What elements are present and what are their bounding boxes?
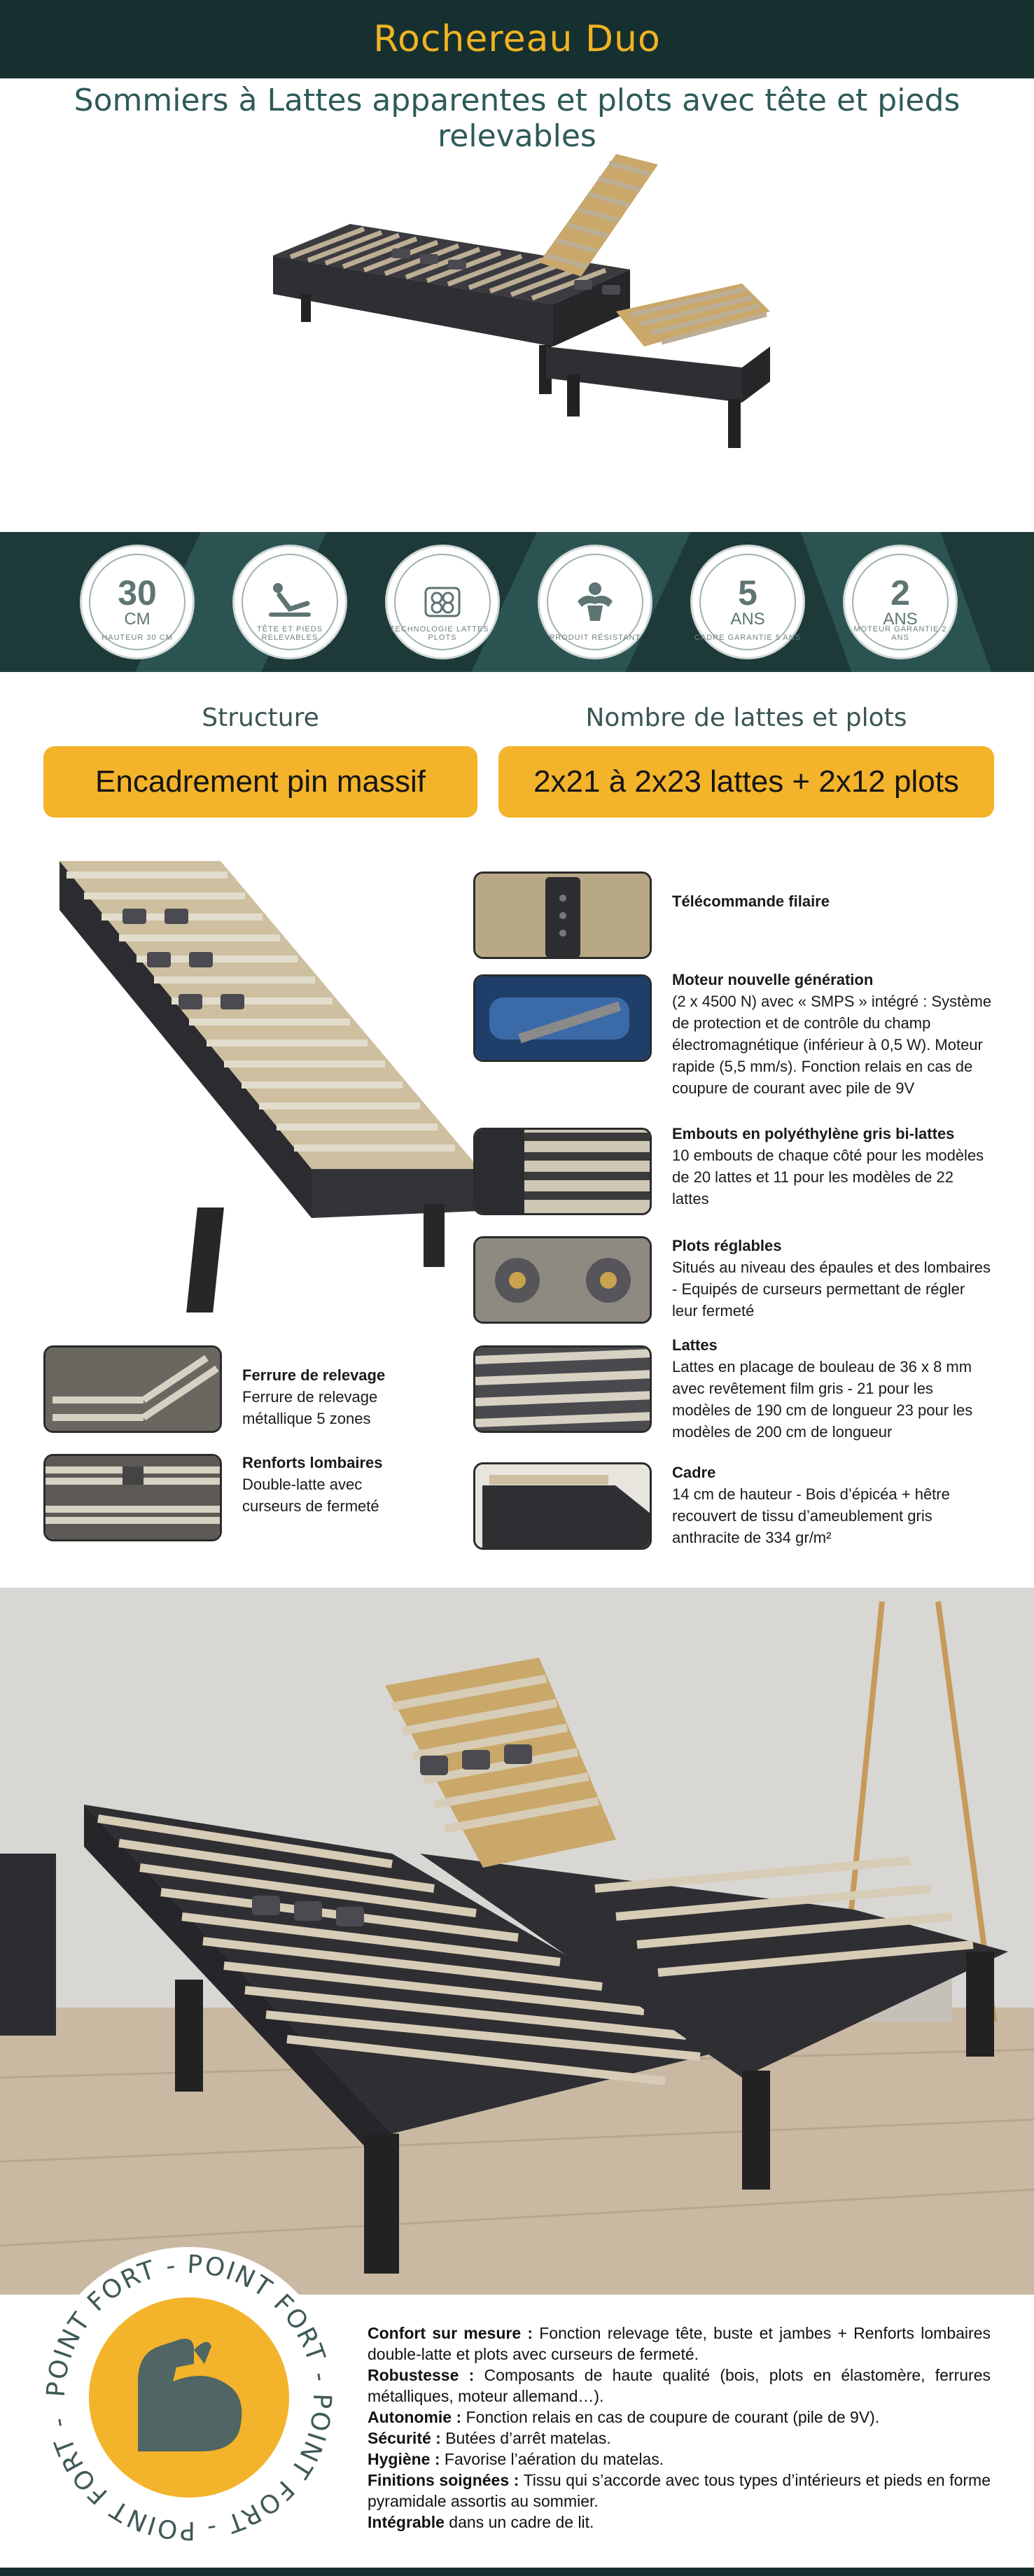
feature-slats-text: Lattes Lattes en placage de bouleau de 36 x 8 mm avec revêtement film gris - 21 pour les modèles de 190 cm de longueur 23 pour les modèles de 200 cm de longueur	[672, 1336, 973, 1441]
single-base-image	[46, 854, 480, 1316]
spec-structure-value: Encadrement pin massif	[43, 746, 477, 818]
point-fort-item: Hygiène : Favorise l’aération du matelas.	[368, 2450, 664, 2468]
spec-slats-label: Nombre de lattes et plots	[585, 704, 907, 732]
point-fort-badge	[39, 2247, 340, 2548]
feature-remote-text: Télécommande filaire	[672, 892, 830, 910]
page-subtitle: Sommiers à Lattes apparentes et plots avec tête et pieds relevables	[74, 83, 960, 154]
badge-resistant-product: PRODUIT RÉSISTANT	[538, 545, 652, 659]
feature-lumbar-text: Renforts lombaires Double-latte avec curseurs de fermeté	[242, 1454, 383, 1515]
spec-structure-label: Structure	[202, 704, 319, 732]
feature-slats-image	[473, 1345, 652, 1433]
feature-end-caps-text: Embouts en polyéthylène gris bi-lattes 10 embouts de chaque côté pour les modèles de 20 lattes et 11 pour les modèles de 22 lattes	[672, 1125, 984, 1208]
feature-lift-hinge-image	[43, 1345, 222, 1433]
feature-frame-image	[473, 1462, 652, 1550]
badge-band	[0, 532, 1034, 672]
feature-frame-text: Cadre 14 cm de hauteur - Bois d’épicéa + hêtre recouvert de tissu d’ameublement gris anthracite de 334 gr/m²	[672, 1464, 950, 1546]
point-fort-ring-text: POINT FORT - POINT FORT - POINT FORT - POINT FORT -	[41, 2250, 337, 2545]
point-fort-item: Robustesse : Composants de haute qualité (bois, plots en élastomère, ferrures métalliques, moteur allemand…).	[368, 2366, 991, 2405]
feature-lumbar-image	[43, 1454, 222, 1541]
feature-motor-text: Moteur nouvelle génération (2 x 4500 N) avec « SMPS » intégré : Système de protection et de contrôle du champ électromagnétique (inférieur à 0,5 W). Moteur rapide (5,5 mm/s). Fonction relais en cas de coupure de courant avec pile de 9V	[672, 971, 992, 1097]
badge-motor-warranty-2-years: 2 ANS MOTEUR GARANTIE 2 ANS	[843, 545, 958, 659]
badge-height-30cm: 30 CM HAUTEUR 30 CM	[80, 545, 195, 659]
feature-pads-image	[473, 1236, 652, 1324]
feature-end-caps-image	[473, 1128, 652, 1215]
room-scene-image	[0, 1588, 1034, 2295]
feature-remote-image	[473, 872, 652, 959]
feature-pads-text: Plots réglables Situés au niveau des épaules et des lombaires - Equipés de curseurs permettant de régler leur fermeté	[672, 1237, 991, 1320]
badge-frame-warranty-5-years: 5 ANS CADRE GARANTIE 5 ANS	[690, 545, 805, 659]
title-bar	[0, 0, 1034, 78]
point-fort-item: Sécurité : Butées d’arrêt matelas.	[368, 2429, 611, 2447]
point-fort-list	[368, 2323, 991, 2533]
page-title: Rochereau Duo	[373, 18, 661, 60]
point-fort-item: Autonomie : Fonction relais en cas de coupure de courant (pile de 9V).	[368, 2408, 880, 2426]
flexed-arm-icon	[89, 2297, 289, 2498]
bottom-rule	[0, 2568, 1034, 2576]
spec-slats-value: 2x21 à 2x23 lattes + 2x12 plots	[498, 746, 994, 818]
hero-product-image	[252, 136, 784, 514]
badge-slat-pad-technology: TECHNOLOGIE LATTES - PLOTS	[385, 545, 500, 659]
point-fort-item: Confort sur mesure : Fonction relevage tête, buste et jambes + Renforts lombaires double-latte et plots avec curseurs de fermeté.	[368, 2324, 991, 2363]
feature-motor-image	[473, 974, 652, 1062]
feature-lift-hinge-text: Ferrure de relevage Ferrure de relevage métallique 5 zones	[242, 1366, 386, 1427]
point-fort-item: Intégrable dans un cadre de lit.	[368, 2513, 594, 2531]
badge-head-feet-adjustable: TÊTE ET PIEDS RELEVABLES	[232, 545, 347, 659]
point-fort-inner	[89, 2297, 289, 2498]
point-fort-item: Finitions soignées : Tissu qui s’accorde avec tous types d’intérieurs et pieds en forme pyramidale assortis au sommier.	[368, 2471, 991, 2510]
